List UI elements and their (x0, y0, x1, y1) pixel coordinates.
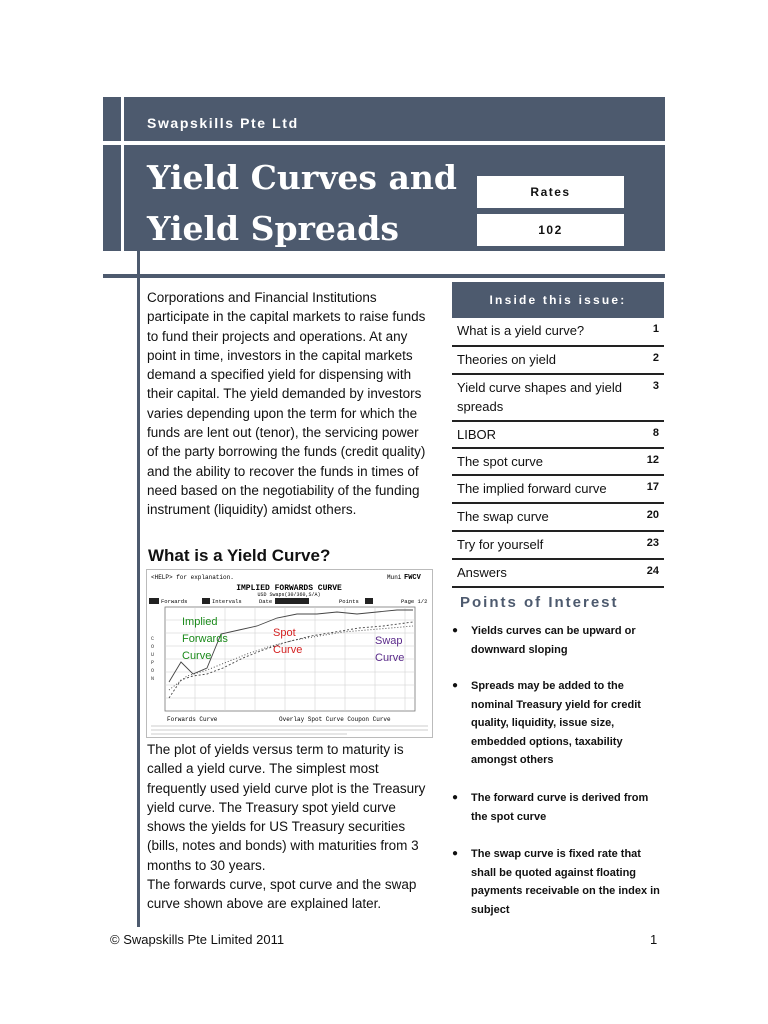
paragraph-2: The forwards curve, spot curve and the swap curve shown above are explained later. (147, 877, 417, 912)
toc-item-page: 23 (646, 537, 659, 549)
fig-footer-right: Overlay Spot Curve Coupon Curve (279, 716, 391, 723)
toc-item[interactable] (452, 560, 664, 588)
fig-y-axis-char: O (151, 668, 155, 674)
fig-points-label: Points (339, 598, 359, 605)
fig-page-label: Page 1/2 (401, 598, 428, 605)
poi-text: The swap curve is fixed rate that shall be quoted against floating payments receivable on the index in subject (471, 848, 660, 916)
toc-item-label: What is a yield curve? (457, 323, 585, 338)
fig-footer-left: Forwards Curve (167, 716, 218, 723)
toc-item-label: The swap curve (457, 509, 549, 524)
fig-label-swap-1: Swap (375, 635, 403, 647)
toc-heading: Inside this issue: (452, 282, 664, 318)
fig-y-axis-char: N (151, 676, 155, 682)
toc-item-label: Try for yourself (457, 537, 544, 552)
fig-field-box (275, 598, 309, 604)
toc-item[interactable] (452, 449, 664, 476)
newsletter-title (147, 152, 457, 254)
fig-subtitle: USD Swaps(30/360,S/A) (257, 592, 321, 598)
yield-curve-screenshot (147, 570, 432, 737)
bullet-icon: ● (452, 625, 459, 636)
toc-item-label: The implied forward curve (457, 481, 607, 496)
page-number: 1 (650, 932, 658, 947)
fig-fine-print (151, 726, 428, 734)
bullet-icon: ● (452, 792, 459, 803)
issue-number: 102 (477, 214, 624, 246)
toc-item-page: 24 (646, 565, 659, 577)
paragraph-1: The plot of yields versus term to maturity is called a yield curve. The simplest most frequently used yield curve plot is the Treasury yield curve. The Treasury spot yield curve shows the yields for US Treasury securities (bills, notes and bonds) with maturities from 3 months to 30 years. (147, 742, 426, 873)
toc-item-label: LIBOR (457, 427, 497, 442)
fig-label-spot-2: Curve (273, 644, 303, 656)
title-line-2: Yield Spreads (147, 209, 399, 248)
toc-item-page: 8 (652, 427, 659, 439)
yield-curve-figure (146, 569, 433, 738)
toc-item-label: Theories on yield (457, 352, 556, 367)
fig-label-implied-2: Forwards (182, 633, 228, 645)
fig-y-axis-char: P (151, 660, 155, 666)
toc-item-label: Answers (457, 565, 507, 580)
poi-text: The forward curve is derived from the spot curve (471, 792, 649, 823)
fig-label-implied-1: Implied (182, 616, 218, 628)
toc-item[interactable] (452, 347, 664, 375)
fig-y-axis-label (151, 636, 154, 682)
fig-menu-label: Muni (387, 574, 402, 581)
fig-y-axis-char: U (151, 652, 155, 658)
fig-screen-title: IMPLIED FORWARDS CURVE (236, 584, 342, 593)
yield-curve-explanation (147, 740, 432, 914)
fig-intervals-label: Intervals (212, 598, 242, 605)
toc-item-page: 2 (652, 352, 659, 364)
toc-item-label: The spot curve (457, 454, 543, 469)
fig-label-implied-3: Curve (182, 650, 212, 662)
fig-y-axis-char: O (151, 644, 155, 650)
fig-help-text: <HELP> for explanation. (151, 574, 234, 581)
fig-label-swap-2: Curve (375, 652, 405, 664)
toc-item-page: 3 (652, 380, 659, 392)
toc-item-label: Yield curve shapes and yield spreads (457, 380, 623, 414)
header-rule (103, 274, 665, 278)
fig-y-axis-char: C (151, 636, 155, 642)
bullet-icon: ● (452, 848, 459, 859)
poi-text: Spreads may be added to the nominal Treasury yield for credit quality, liquidity, issue size, embedded options, taxability amongst others (471, 680, 641, 766)
series-label: Rates (477, 176, 624, 208)
margin-rule (137, 251, 140, 927)
poi-heading: Points of Interest (460, 594, 619, 611)
fig-label-spot-1: Spot (273, 627, 296, 639)
toc-item[interactable] (452, 504, 664, 532)
toc-item-page: 17 (646, 481, 659, 493)
bullet-icon: ● (452, 680, 459, 691)
company-name: Swapskills Pte Ltd (147, 115, 299, 131)
toc-item[interactable] (452, 476, 664, 504)
fig-field-box (202, 598, 210, 604)
copyright-footer: © Swapskills Pte Limited 2011 (110, 932, 285, 947)
fig-field-box (365, 598, 373, 604)
toc-item[interactable] (452, 375, 664, 422)
toc-item[interactable] (452, 532, 664, 560)
fig-code: FWCV (404, 574, 421, 582)
title-line-1: Yield Curves and (147, 158, 457, 197)
fig-forwards-label: Forwards (161, 598, 188, 605)
toc-item[interactable] (452, 422, 664, 449)
poi-text: Yields curves can be upward or downward sloping (471, 625, 636, 656)
toc-item-page: 12 (646, 454, 659, 466)
intro-paragraph: Corporations and Financial Institutions participate in the capital markets to raise funds to fund their projects and operations. At any point in time, investors in the capital markets demand a specified yield for dispensing with their capital. The yield demanded by investors varies depending upon the term for which the funds are lent out (tenor), the servicing power of the party borrowing the funds (credit quality) and the ability to recover the funds in times of need based on the negotiability of the funding instrument (liquidity) amidst others. (147, 290, 426, 518)
banner-divider (121, 97, 124, 251)
table-of-contents (452, 318, 664, 588)
fig-date-label: Date (259, 598, 273, 605)
toc-item-page: 20 (646, 509, 659, 521)
fig-field-box (149, 598, 159, 604)
toc-item-page: 1 (652, 323, 659, 335)
toc-item[interactable] (452, 318, 664, 347)
section-heading: What is a Yield Curve? (148, 546, 331, 565)
